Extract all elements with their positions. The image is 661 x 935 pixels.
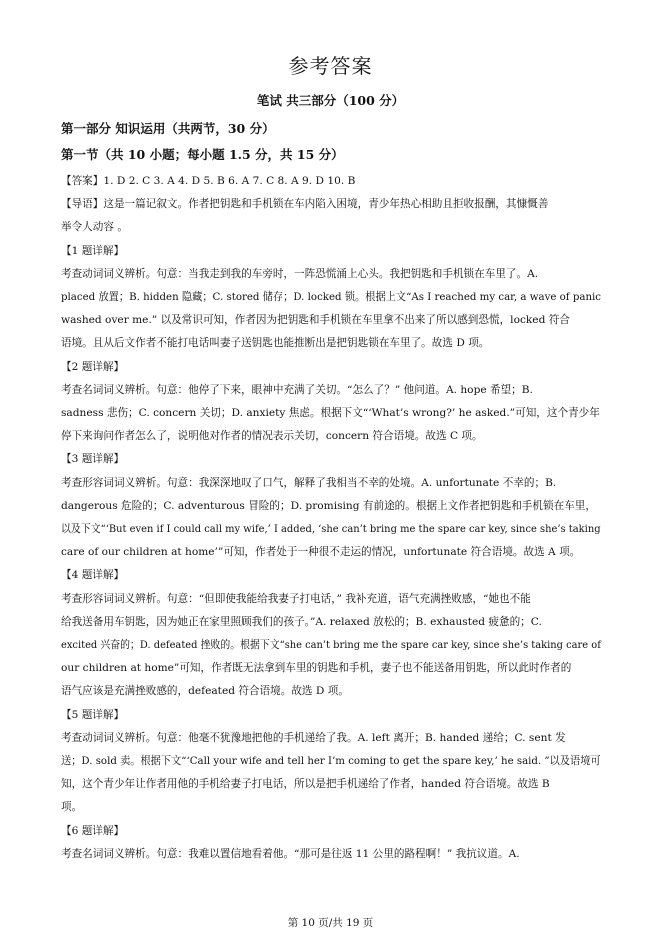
exam-subtitle: 笔试 共三部分（100 分） [256, 93, 405, 108]
q6-line: 考查名词词义辨析。句意：我难以置信地看着他。“那可是往返 11 公里的路程啊！” 我抗议道。A. [61, 847, 520, 860]
q4-line: excited 兴奋的；D. defeated 挫败的。根据下文“she can’t bring me the spare car key, since she’s taking care of [61, 639, 601, 652]
page-title: 参考答案 [288, 54, 373, 78]
q4-line: 考查形容词词义辨析。句意：“但即使我能给我妻子打电话，” 我补充道，语气充满挫败感，“她也不能 [61, 592, 531, 605]
q4-line: 语气应该是充满挫败感的，defeated 符合语境。故选 D 项。 [61, 685, 349, 698]
q2-line: 考查名词词义辨析。句意：他停了下来，眼神中充满了关切。“怎么了？” 他问道。A. hope 希望；B. [61, 383, 533, 396]
q4-line: 给我送备用车钥匙，因为她正在家里照顾我们的孩子。”A. relaxed 放松的；B. exhausted 疲惫的；C. [61, 615, 542, 628]
q5-line: 知，这个青少年让作者用他的手机给妻子打电话，所以是把手机递给了作者，handed 符合语境。故选 B [61, 778, 550, 791]
q2-label: 【2 题详解】 [61, 360, 125, 373]
q1-label: 【1 题详解】 [61, 244, 125, 257]
q1-line: 考查动词词义辨析。句意：当我走到我的车旁时，一阵恐慌涌上心头。我把钥匙和手机锁在车里了。A. [61, 267, 539, 280]
answer-body [61, 170, 601, 866]
guide-line: 【导语】这是一篇记叙文。作者把钥匙和手机锁在车内陷入困境，青少年热心相助且拒收报酬，其慷慨善 [61, 198, 549, 211]
q3-line: 考查形容词词义辨析。句意：我深深地叹了口气，解释了我相当不幸的处境。A. unfortunate 不幸的；B. [61, 476, 557, 489]
q3-label: 【3 题详解】 [61, 453, 125, 466]
q1-line: 语境。且从后文作者不能打电话叫妻子送钥匙也能推断出是把钥匙锁在车里了。故选 D 项。 [61, 337, 490, 350]
q4-line: our children at home”可知，作者既无法拿到车里的钥匙和手机，妻子也不能送备用钥匙，所以此时作者的 [61, 662, 572, 675]
page-footer: 第 10 页/共 19 页 [287, 917, 374, 929]
answers-line: 【答案】1. D 2. C 3. A 4. D 5. B 6. A 7. C 8. A 9. D 10. B [61, 175, 356, 187]
q5-label: 【5 题详解】 [61, 708, 125, 721]
part1-heading: 第一部分 知识运用（共两节，30 分） [61, 121, 275, 136]
q6-label: 【6 题详解】 [61, 824, 125, 837]
q3-line: care of our children at home’”可知，作者处于一种很不走运的情况，unfortunate 符合语境。故选 A 项。 [61, 546, 581, 559]
q1-line: placed 放置；B. hidden 隐藏；C. stored 储存；D. locked 锁。根据上文“As I reached my car, a wave of panic [61, 291, 602, 304]
q4-label: 【4 题详解】 [61, 569, 125, 582]
q5-line: 项。 [61, 801, 83, 814]
q3-line: dangerous 危险的；C. adventurous 冒险的；D. promising 有前途的。根据上文作者把钥匙和手机锁在车里， [61, 499, 596, 512]
guide-line: 举令人动容 。 [61, 221, 128, 234]
q2-line: 停下来询问作者怎么了，说明他对作者的情况表示关切，concern 符合语境。故选 C 项。 [61, 430, 483, 443]
q3-line: 以及下文“‘But even if I could call my wife,’ I added, ‘she can’t bring me the spare car key, since she’s taking [61, 523, 601, 536]
section1-heading: 第一节（共 10 小题；每小题 1.5 分，共 15 分） [61, 147, 344, 162]
q2-line: sadness 悲伤；C. concern 关切；D. anxiety 焦虑。根据下文“‘What’s wrong?’ he asked.”可知，这个青少年 [61, 407, 600, 420]
q5-line: 考查动词词义辨析。句意：他毫不犹豫地把他的手机递给了我。A. left 离开；B. handed 递给；C. sent 发 [61, 731, 566, 744]
q5-line: 送；D. sold 卖。根据下文“‘Call your wife and tell her I’m coming to get the spare key,’ he said. ”以及语境可 [61, 755, 601, 768]
q1-line: washed over me.” 以及常识可知，作者因为把钥匙和手机锁在车里拿不出来了所以感到恐慌，locked 符合 [61, 314, 570, 327]
